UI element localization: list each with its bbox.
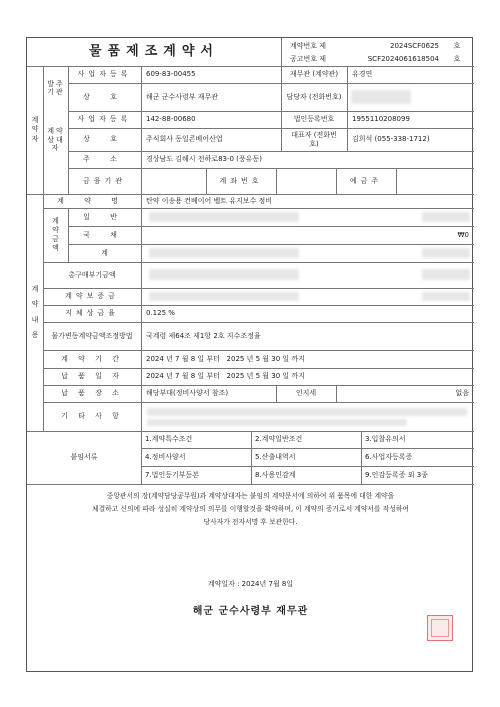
other-label: 기 타 사 항	[61, 412, 123, 421]
account-label: 계좌번호	[219, 176, 263, 185]
orderer-name-label: 상 호	[83, 92, 126, 101]
contents-section-label: 계약내용	[31, 284, 39, 339]
period-value: 2024 년 7 월 8 일 부터 2025 년 5 월 30 일 까지	[146, 354, 305, 363]
contract-name-value: 탄약 이송용 컨베이어 벨트 유지보수 정비	[146, 196, 273, 205]
period-label: 계 약 기 간	[61, 354, 123, 363]
redacted-total-order	[149, 269, 299, 280]
redacted-deposit-amount	[422, 292, 470, 301]
official-seal-icon	[427, 615, 453, 641]
address-value: 경상남도 김해시 전하로83-0 (풍유동)	[146, 155, 262, 164]
price-adjustment-label: 물가변동계약금액조정방법	[51, 331, 133, 340]
orderer-label: 발주기관	[47, 79, 65, 96]
counterparty-name-value: 주식회사 동일콘베어산업	[146, 135, 223, 144]
attachment-item: 1.계약특수조건	[145, 435, 193, 444]
place-value: 해당부대(정비사양서 참조)	[146, 389, 229, 398]
attachment-item: 6.사업자등록증	[365, 452, 413, 461]
representative-label: 대표자 (전화번호)	[291, 131, 337, 148]
general-label: 일 반	[83, 212, 126, 221]
corp-reg-label: 법인등록번호	[293, 115, 335, 124]
counterparty-label: 계약상대자	[47, 127, 65, 153]
orderer-biz-reg-value: 609-83-00455	[146, 70, 196, 79]
attachment-item: 8.사용인감계	[255, 470, 296, 479]
place-label: 납 품 장 소	[61, 389, 123, 398]
attachment-item: 5.산출내역서	[255, 452, 296, 461]
contract-number-ho: 호	[453, 41, 461, 50]
statement-text: 중앙관서의 장(계약담당공무원)과 계약상대자는 붙임의 계약문서에 의하여 위 품목에 대한 계약을 체결하고 신의에 따라 성실히 계약상의 의무를 이행할것을 확약하며, 이 계약의 증거로서 계약서를 작성하여 당사자가 전자서명 후 보관한다.	[92, 492, 409, 526]
counterparty-biz-reg-label: 사업자등록	[77, 115, 132, 124]
redacted-other-line2	[147, 419, 407, 426]
redacted-total-amount	[422, 248, 470, 258]
contractor-section-label: 계약자	[31, 116, 39, 143]
representative-value: 김희석 (055-338-1712)	[352, 135, 430, 144]
orderer-name-value: 해군 군수사령부 재무관	[146, 92, 219, 101]
redacted-contact	[351, 90, 411, 104]
penalty-label: 지체상금율	[65, 309, 119, 318]
redacted-total	[149, 248, 299, 258]
corp-reg-value: 1955110208099	[352, 115, 410, 124]
counterparty-name-label: 상 호	[83, 135, 126, 144]
price-adjustment-value: 국계령 제64조 제1항 2호 지수조정율	[146, 331, 261, 340]
national-label: 국 채	[83, 230, 126, 239]
signer-name: 해군 군수사령부 재무관	[192, 606, 309, 617]
redacted-total-order-amount	[422, 269, 470, 280]
notice-number-ho: 호	[453, 54, 461, 63]
notice-number-label: 공고번호 제	[290, 54, 327, 63]
penalty-value: 0.125 %	[146, 309, 175, 318]
contract-number-label: 계약번호 제	[290, 41, 327, 50]
contract-number-value: 2024SCF0625	[390, 41, 439, 50]
delivery-label: 납 품 일 자	[61, 372, 123, 381]
holder-label: 예금주	[349, 176, 383, 185]
orderer-contact-label: 담당자 (전화번호)	[286, 92, 342, 101]
address-label: 주 소	[83, 155, 126, 164]
counterparty-biz-reg-value: 142-88-00680	[146, 115, 196, 124]
contract-name-label: 계 약 명	[57, 196, 127, 205]
notice-number-value: SCF2024061618504	[367, 54, 439, 63]
stamp-tax-value: 없음	[455, 389, 469, 398]
orderer-biz-reg-label: 사업자등록	[77, 70, 132, 79]
redacted-general	[149, 212, 299, 222]
attachments-label: 붙임서류	[70, 453, 98, 462]
contract-date: 계약일자 : 2024년 7월 8일	[207, 579, 294, 588]
attachment-item: 3.입찰유의서	[365, 435, 406, 444]
total-order-label: 총구매부기금액	[68, 270, 116, 279]
stamp-tax-label: 인지세	[295, 389, 317, 398]
bank-label: 금융기관	[82, 176, 127, 185]
orderer-officer-value: 유경연	[352, 70, 373, 79]
orderer-officer-label: 재무관 (계약관)	[289, 70, 339, 79]
attachment-item: 9.인감등록증 외 3종	[365, 470, 428, 479]
national-value: ₩0	[457, 230, 469, 239]
redacted-general-amount	[422, 212, 470, 222]
deposit-label: 계약보증금	[65, 292, 119, 301]
attachment-item: 4.정비사양서	[145, 452, 186, 461]
contract-sheet	[26, 37, 473, 672]
redacted-deposit	[149, 292, 299, 301]
amount-label: 계약금액	[52, 216, 59, 253]
delivery-value: 2024 년 7 월 8 일 부터 2025 년 5 월 30 일 까지	[146, 372, 305, 381]
attachment-item: 2.계약일반조건	[255, 435, 303, 444]
page-title: 물품제조계약서	[89, 44, 219, 60]
redacted-other-line1	[147, 408, 467, 416]
attachment-item: 7.법인등기부등본	[145, 470, 200, 479]
total-label: 계	[101, 248, 108, 257]
